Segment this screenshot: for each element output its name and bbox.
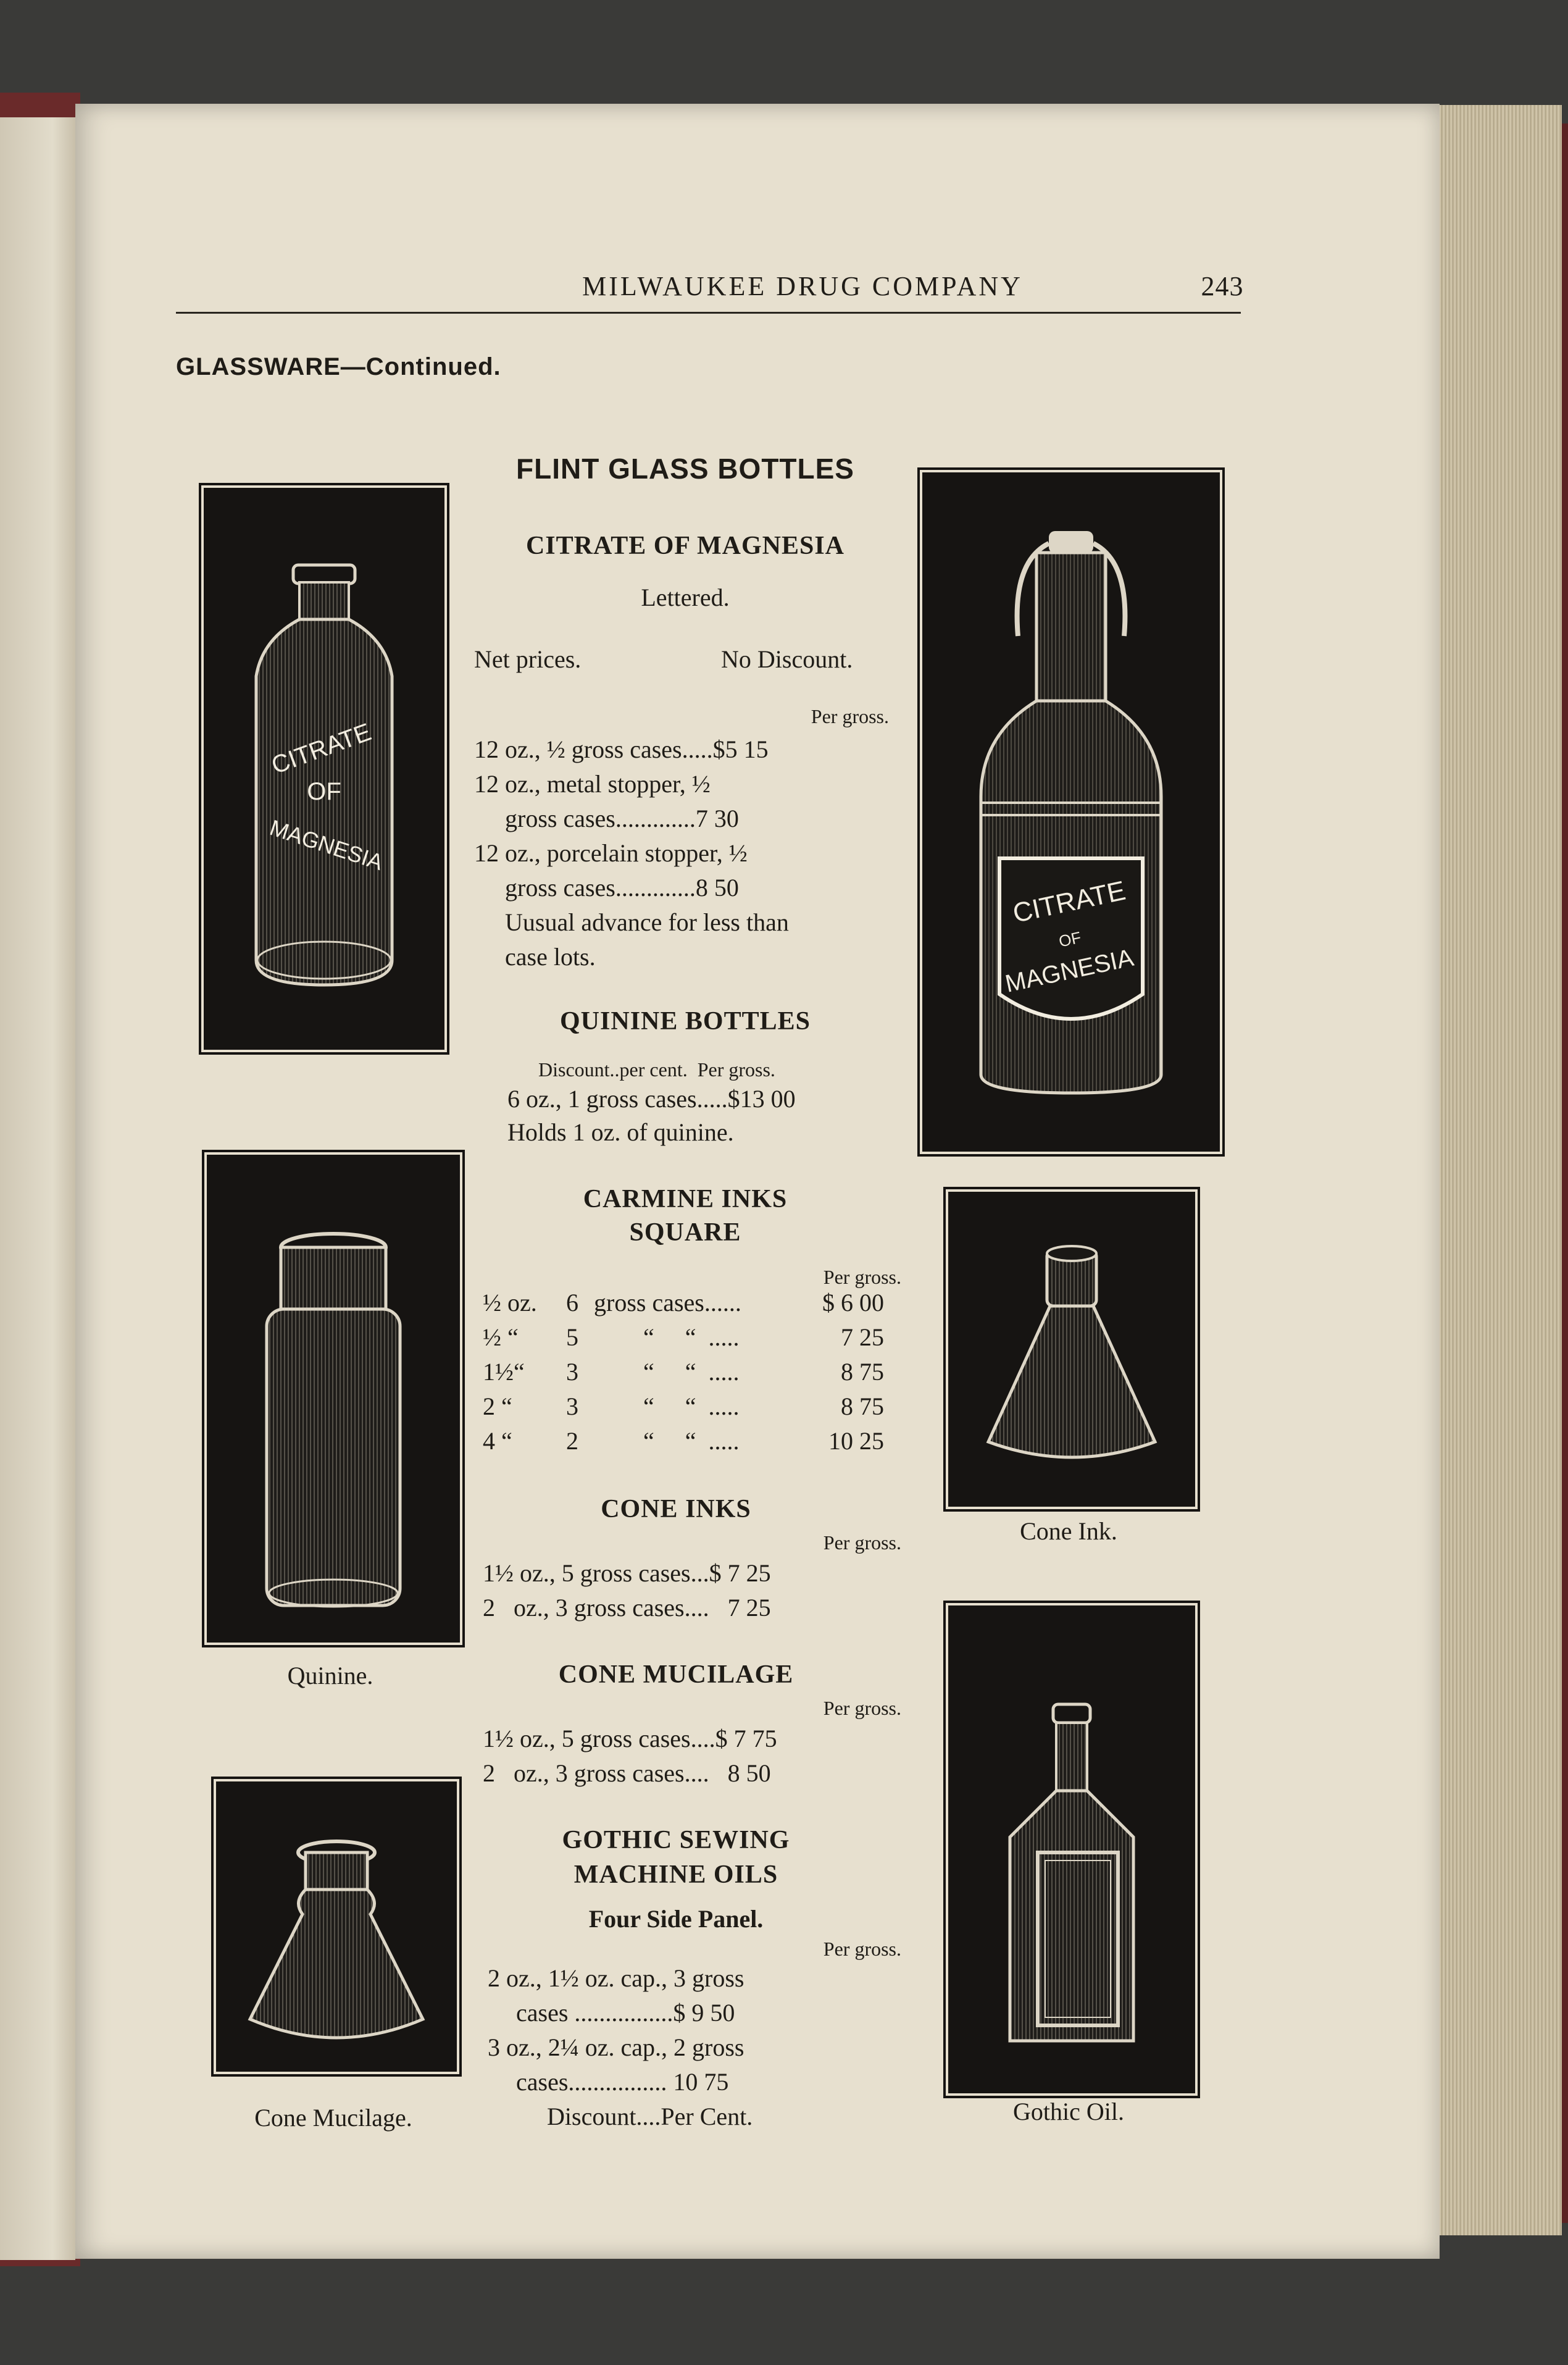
cone-ink-bottle-image [948, 1192, 1195, 1507]
cone-mucilage-line-2: 2 oz., 3 gross cases.... 8 50 [483, 1759, 771, 1787]
swing-top-bottle-image [922, 472, 1220, 1152]
running-head-title: MILWAUKEE DRUG COMPANY [582, 271, 1023, 301]
page-number: 243 [1201, 271, 1244, 301]
citrate-line-6: Uusual advance for less than [505, 908, 789, 936]
flint-glass-title: FLINT GLASS BOTTLES [516, 453, 854, 485]
quinine-caption: Quinine. [287, 1662, 373, 1689]
carmine-desc: “ “ ..... [643, 1427, 740, 1455]
citrate-line-5: gross cases.............8 50 [505, 874, 739, 902]
gothic-line-1: 2 oz., 1½ oz. cap., 3 gross [488, 1964, 744, 1992]
gothic-line-2: cases ................$ 9 50 [516, 1999, 735, 2027]
citrate-line-4: 12 oz., porcelain stopper, ½ [474, 839, 748, 867]
citrate-right-lettering-1: CITRATE [1010, 875, 1128, 929]
carmine-price: 7 25 [841, 1323, 884, 1351]
citrate-left-lettering-2: OF [307, 778, 341, 805]
gothic-line-5: Discount....Per Cent. [547, 2103, 753, 2130]
citrate-line-7: case lots. [505, 943, 596, 971]
previous-page-edge [0, 117, 75, 2260]
gothic-line-4: cases................ 10 75 [516, 2068, 729, 2096]
gothic-subtitle-2: MACHINE OILS [573, 1861, 778, 1889]
cone-inks-line-1: 1½ oz., 5 gross cases...$ 7 25 [483, 1559, 771, 1587]
carmine-size: ½ oz. [483, 1289, 537, 1316]
carmine-size: 1½“ [483, 1358, 525, 1386]
carmine-price: 8 75 [841, 1358, 884, 1386]
gothic-oil-bottle-image [948, 1605, 1195, 2093]
citrate-left-lettering-3: MAGNESIA [267, 814, 386, 875]
quinine-discount: Discount..per cent. Per gross. [538, 1058, 775, 1081]
carmine-price: 10 25 [828, 1427, 884, 1455]
citrate-line-1: 12 oz., ½ gross cases.....$5 15 [474, 735, 769, 763]
carmine-qty: 5 [566, 1323, 578, 1351]
swing-top-bottle-icon [925, 475, 1217, 1149]
quinine-title: QUININE BOTTLES [560, 1007, 811, 1036]
quinine-line-1: 6 oz., 1 gross cases.....$13 00 [507, 1085, 796, 1113]
carmine-price: 8 75 [841, 1392, 884, 1420]
cone-mucilage-caption: Cone Mucilage. [254, 2104, 412, 2132]
cone-inks-title: CONE INKS [601, 1495, 751, 1523]
carmine-qty: 2 [566, 1427, 578, 1455]
citrate-right-lettering-3: MAGNESIA [1003, 944, 1136, 998]
citrate-left-lettering-1: CITRATE [268, 718, 375, 780]
carmine-subtitle: SQUARE [629, 1218, 741, 1247]
citrate-line-2: 12 oz., metal stopper, ½ [474, 770, 711, 798]
cone-ink-bottle-icon [951, 1195, 1192, 1504]
quinine-bottle-image [207, 1155, 460, 1643]
section-heading: GLASSWARE—Continued. [176, 353, 501, 380]
carmine-desc: “ “ ..... [643, 1392, 740, 1420]
carmine-title: CARMINE INKS [583, 1185, 788, 1213]
carmine-qty: 3 [566, 1392, 578, 1420]
cone-inks-line-2: 2 oz., 3 gross cases.... 7 25 [483, 1594, 771, 1622]
carmine-desc: “ “ ..... [643, 1358, 740, 1386]
citrate-line-3: gross cases.............7 30 [505, 805, 739, 832]
carmine-price: $ 6 00 [822, 1289, 884, 1316]
cone-mucilage-bottle-icon [219, 1785, 454, 2069]
carmine-desc: gross cases...... [594, 1289, 741, 1316]
carmine-desc: “ “ ..... [643, 1323, 740, 1351]
carmine-qty: 3 [566, 1358, 578, 1386]
citrate-bottle-image [204, 488, 444, 1050]
carmine-per-gross: Per gross. [823, 1266, 901, 1288]
gothic-oil-bottle-icon [951, 1609, 1192, 2090]
cone-mucilage-per-gross: Per gross. [823, 1697, 901, 1719]
gothic-title: GOTHIC SEWING [562, 1826, 790, 1854]
page-edges [1438, 105, 1562, 2235]
carmine-size: ½ “ [483, 1323, 519, 1351]
cone-mucilage-title: CONE MUCILAGE [558, 1660, 794, 1689]
carmine-size: 4 “ [483, 1427, 512, 1455]
gothic-line-3: 3 oz., 2¼ oz. cap., 2 gross [488, 2033, 744, 2061]
net-prices: Net prices. [474, 645, 582, 673]
citrate-right-lettering-2: OF [1057, 927, 1083, 951]
carmine-qty: 6 [566, 1289, 578, 1316]
citrate-subtitle: Lettered. [641, 584, 730, 611]
gothic-per-gross: Per gross. [823, 1938, 901, 1960]
carmine-size: 2 “ [483, 1392, 512, 1420]
cone-mucilage-line-1: 1½ oz., 5 gross cases....$ 7 75 [483, 1725, 777, 1752]
gothic-four-side: Four Side Panel. [588, 1905, 764, 1933]
citrate-bottle-icon [207, 491, 441, 1047]
cone-mucilage-bottle-image [216, 1781, 457, 2072]
citrate-title: CITRATE OF MAGNESIA [525, 532, 845, 560]
citrate-per-gross: Per gross. [811, 705, 889, 727]
no-discount: No Discount. [721, 645, 853, 673]
cone-inks-per-gross: Per gross. [823, 1531, 901, 1554]
quinine-bottle-icon [210, 1158, 457, 1639]
cone-ink-caption: Cone Ink. [1020, 1517, 1117, 1545]
quinine-line-2: Holds 1 oz. of quinine. [507, 1118, 734, 1146]
header-rule [176, 312, 1241, 314]
gothic-oil-caption: Gothic Oil. [1013, 2098, 1124, 2125]
